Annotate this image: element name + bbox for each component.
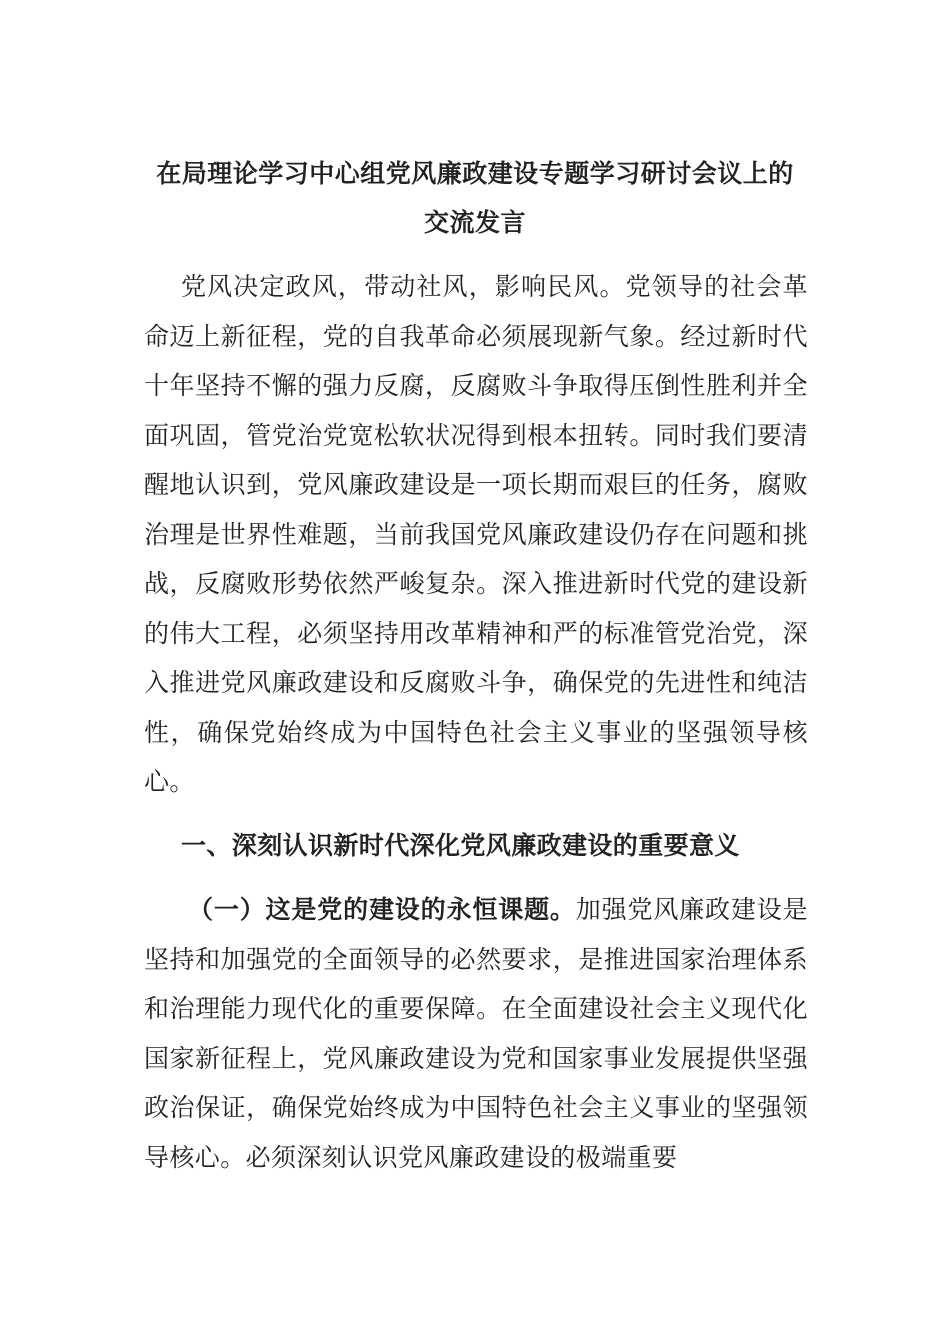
document-title-line1: 在局理论学习中心组党风廉政建设专题学习研讨会议上的 [156,159,794,188]
document-title-line2: 交流发言 [423,208,526,237]
section-heading-1: 一、深刻认识新时代深化党风廉政建设的重要意义 [181,831,740,860]
intro-paragraph: 党风决定政风，带动社风，影响民风。党领导的社会革命迈上新征程，党的自我革命必须展现新气象。经过新时代十年坚持不懈的强力反腐，反腐败斗争取得压倒性胜利并全面巩固，管党治党宽松软状况得到根本扭转。同时我们要清醒地认识到，党风廉政建设是一项长期而艰巨的任务，腐败治理是世界性难题，当前我国党风廉政建设仍存在问题和挑战，反腐败形势依然严峻复杂。深入推进新时代党的建设新的伟大工程，必须坚持用改革精神和严的标准管党治党，深入推进党风廉政建设和反腐败斗争，确保党的先进性和纯洁性，确保党始终成为中国特色社会主义事业的坚强领导核心。 [144,272,808,796]
subsection-lead-1: （一）这是党的建设的永恒课题。 [188,895,576,924]
subsection-text-1: 加强党风廉政建设是坚持和加强党的全面领导的必然要求，是推进国家治理体系和治理能力现代化的重要保障。在全面建设社会主义现代化国家新征程上，党风廉政建设为党和国家事业发展提供坚强政治保证，确保党始终成为中国特色社会主义事业的坚强领导核心。必须深刻认识党风廉政建设的极端重要 [144,895,808,1172]
subsection-paragraph-1 [144,885,808,1182]
